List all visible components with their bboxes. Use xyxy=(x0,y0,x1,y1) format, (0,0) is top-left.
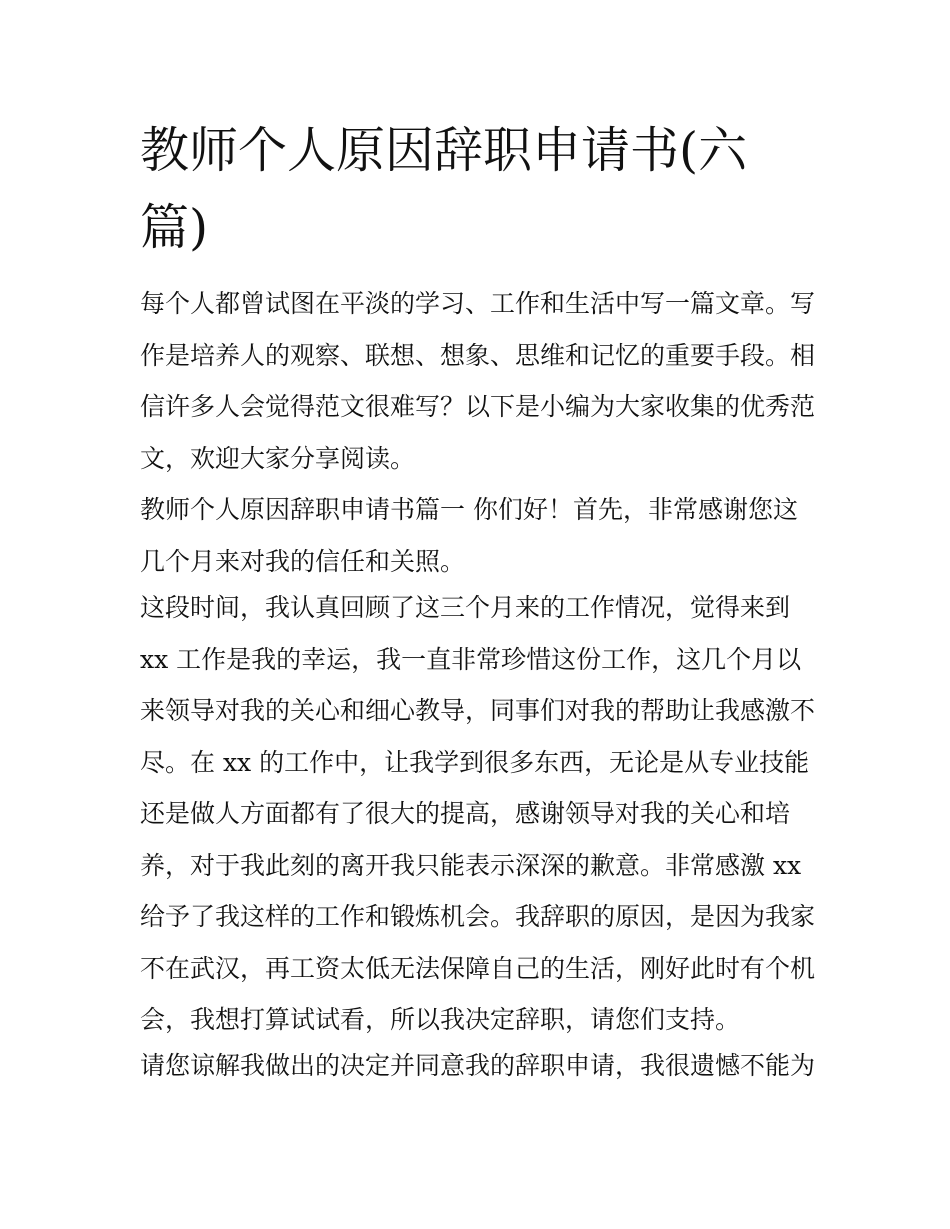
title-line: 教师个人原因辞职申请书(六 xyxy=(140,122,748,179)
text-line: 给予了我这样的工作和锻炼机会。我辞职的原因，是因为我家 xyxy=(140,902,816,931)
text-line: 文，欢迎大家分享阅读。 xyxy=(140,443,416,473)
text-line: xx 工作是我的幸运，我一直非常珍惜这份工作，这几个月以 xyxy=(140,644,802,674)
title-line: 篇) xyxy=(140,199,209,256)
text-line: 几个月来对我的信任和关照。 xyxy=(140,546,466,576)
body-paragraph xyxy=(140,582,815,1046)
text-line: 还是做人方面都有了很大的提高，感谢领导对我的关心和培 xyxy=(140,799,791,828)
closing-paragraph xyxy=(140,1040,815,1092)
text-line: 不在武汉，再工资太低无法保障自己的生活，刚好此时有个机 xyxy=(140,953,816,983)
text-line: 尽。在 xx 的工作中，让我学到很多东西，无论是从专业技能 xyxy=(140,747,810,777)
text-line: 来领导对我的关心和细心教导，同事们对我的帮助让我感激不 xyxy=(140,696,816,725)
text-line: 养，对于我此刻的离开我只能表示深深的歉意。非常感激 xx xyxy=(140,850,802,880)
text-line: 这段时间，我认真回顾了这三个月来的工作情况，觉得来到 xyxy=(140,593,791,622)
text-line: 教师个人原因辞职申请书篇一 你们好！首先，非常感谢您这 xyxy=(140,495,798,524)
intro-paragraph xyxy=(140,278,815,484)
document-title xyxy=(140,112,780,266)
text-line: 会，我想打算试试看，所以我决定辞职，请您们支持。 xyxy=(140,1005,741,1034)
text-line: 信许多人会觉得范文很难写？以下是小编为大家收集的优秀范 xyxy=(140,392,816,421)
text-line: 请您谅解我做出的决定并同意我的辞职申请，我很遗憾不能为 xyxy=(140,1051,816,1080)
text-line: 每个人都曾试图在平淡的学习、工作和生活中写一篇文章。写 xyxy=(140,289,816,318)
text-line: 作是培养人的观察、联想、想象、思维和记忆的重要手段。相 xyxy=(140,340,816,370)
greeting-paragraph xyxy=(140,484,815,587)
